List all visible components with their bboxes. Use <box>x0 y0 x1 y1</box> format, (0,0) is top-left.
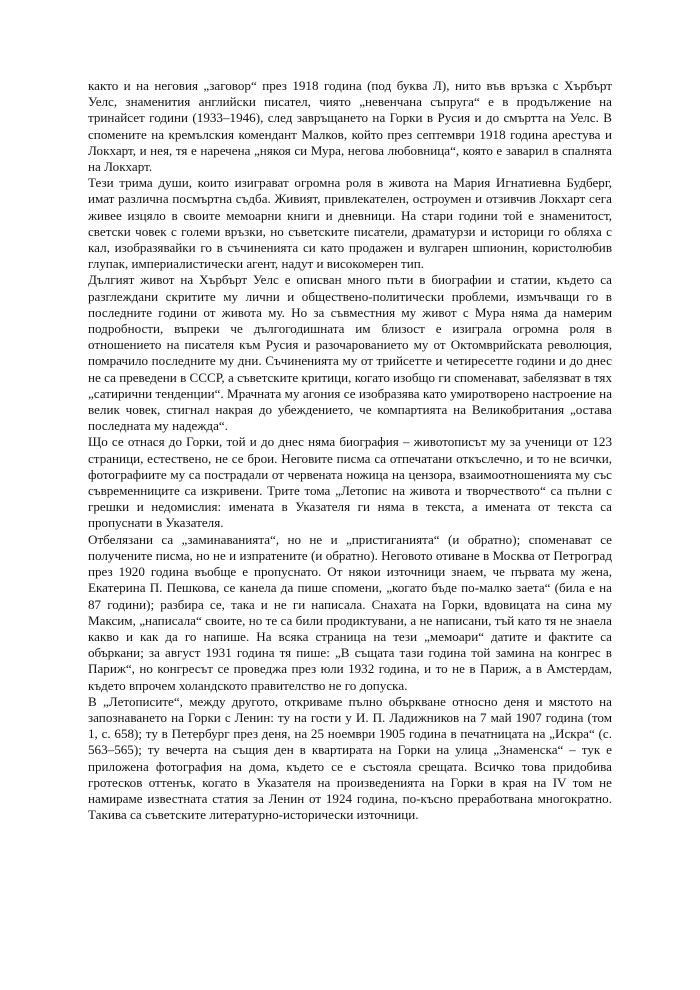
paragraph: както и на неговия „заговор“ през 1918 година (под буква Л), нито във връзка с Хърбърт Уелс, знаменития английски писател, чиято „невенчана съпруга“ е в продължение на тринайсет години (1933–1946), след завръщането на Горки в Русия и до смъртта на Уелс. В спомените на кремълския комендант Малков, който през септември 1918 година арестува и Локхарт, и нея, тя е наречена „някоя си Мура, негова любовница“, която е заварил в спалнята на Локхарт. <box>88 78 612 175</box>
paragraph: Що се отнася до Горки, той и до днес няма биография – животописът му за ученици от 123 страници, естествено, не се брои. Неговите писма са отпечатани откъслечно, и то не всички, фотографиите му са пострадали от червената ножица на цензора, взаимоотношенията му със съвременниците са изкривени. Трите тома „Летопис на живота и творчеството“ са пълни с грешки и недомислия: имената в Указателя ги няма в текста, а имената от текста са пропуснати в Указателя. <box>88 434 612 531</box>
paragraph: Тези трима души, които изиграват огромна роля в живота на Мария Игнатиевна Будберг, имат различна посмъртна съдба. Живият, привлекателен, остроумен и отзивчив Локхарт сега живее изцяло в своите мемоарни книги и дневници. На стари години той е знаменитост, светски човек с големи връзки, но съветските писатели, драматурзи и историци го обляха с кал, изобразявайки го в съчиненията си като продажен и вулгарен шпионин, користолюбив глупак, империалистически агент, надут и високомерен тип. <box>88 175 612 272</box>
body-text <box>88 78 612 823</box>
paragraph: Отбелязани са „заминаванията“, но не и „пристиганията“ (и обратно); споменават се получените писма, но не и изпратените (и обратно). Неговото отиване в Москва от Петроград през 1920 година въобще е пропуснато. От някои източници знаем, че първата му жена, Екатерина П. Пешкова, се канела да пише спомени, „когато бъде по-малко заета“ (била е на 87 години); разбира се, така и не ги написала. Снахата на Горки, вдовицата на сина му Максим, „написала“ своите, но те са били продиктувани, а не написани, тъй като тя не знаела какво и как да го напише. На всяка страница на тези „мемоари“ датите и фактите са объркани; за август 1931 година тя пише: „В същата тази година той замина на конгрес в Париж“, но конгресът се проведжа през юли 1932 година, и то не в Париж, а в Амстердам, където впрочем холандското правителство не го допуска. <box>88 531 612 693</box>
paragraph: В „Летописите“, между другото, откриваме пълно объркване относно деня и мястото на запознаването на Горки с Ленин: ту на гости у И. П. Ладижников на 7 май 1907 година (том 1, с. 658); ту в Петербург през деня, на 25 ноември 1905 година в печатницата на „Искра“ (с. 563–565); ту вечерта на същия ден в квартирата на Горки на улица „Знаменска“ – тук е приложена фотография на дома, където се е състояла срещата. Всичко това придобива гротесков оттенък, когато в Указателя на произведенията на Горки в края на IV том не намираме известната статия за Ленин от 1924 година, по-късно преработвана многократно. Такива са съветските литературно-исторически източници. <box>88 693 612 823</box>
paragraph: Дългият живот на Хърбърт Уелс е описван много пъти в биографии и статии, където са разглеждани скритите му лични и обществено-политически проблеми, измъчващи го в последните години от живота му. Но за съвместния му живот с Мура няма да намерим подробности, въпреки че дългогодишната им близост е изиграла огромна роля в отношението на писателя към Русия и разочарованието му от Октомврийската революция, помрачило последните му дни. Съчиненията му от трийсетте и четиресетте години и до днес не са преведени в СССР, а съветските критици, когато изобщо ги споменават, забелязват в тях „сатирични тенденции“. Мрачната му агония се изобразява като умиротворено настроение на велик човек, стигнал накрая до убеждението, че компартията на Великобритания „остава последната му надежда“. <box>88 272 612 434</box>
